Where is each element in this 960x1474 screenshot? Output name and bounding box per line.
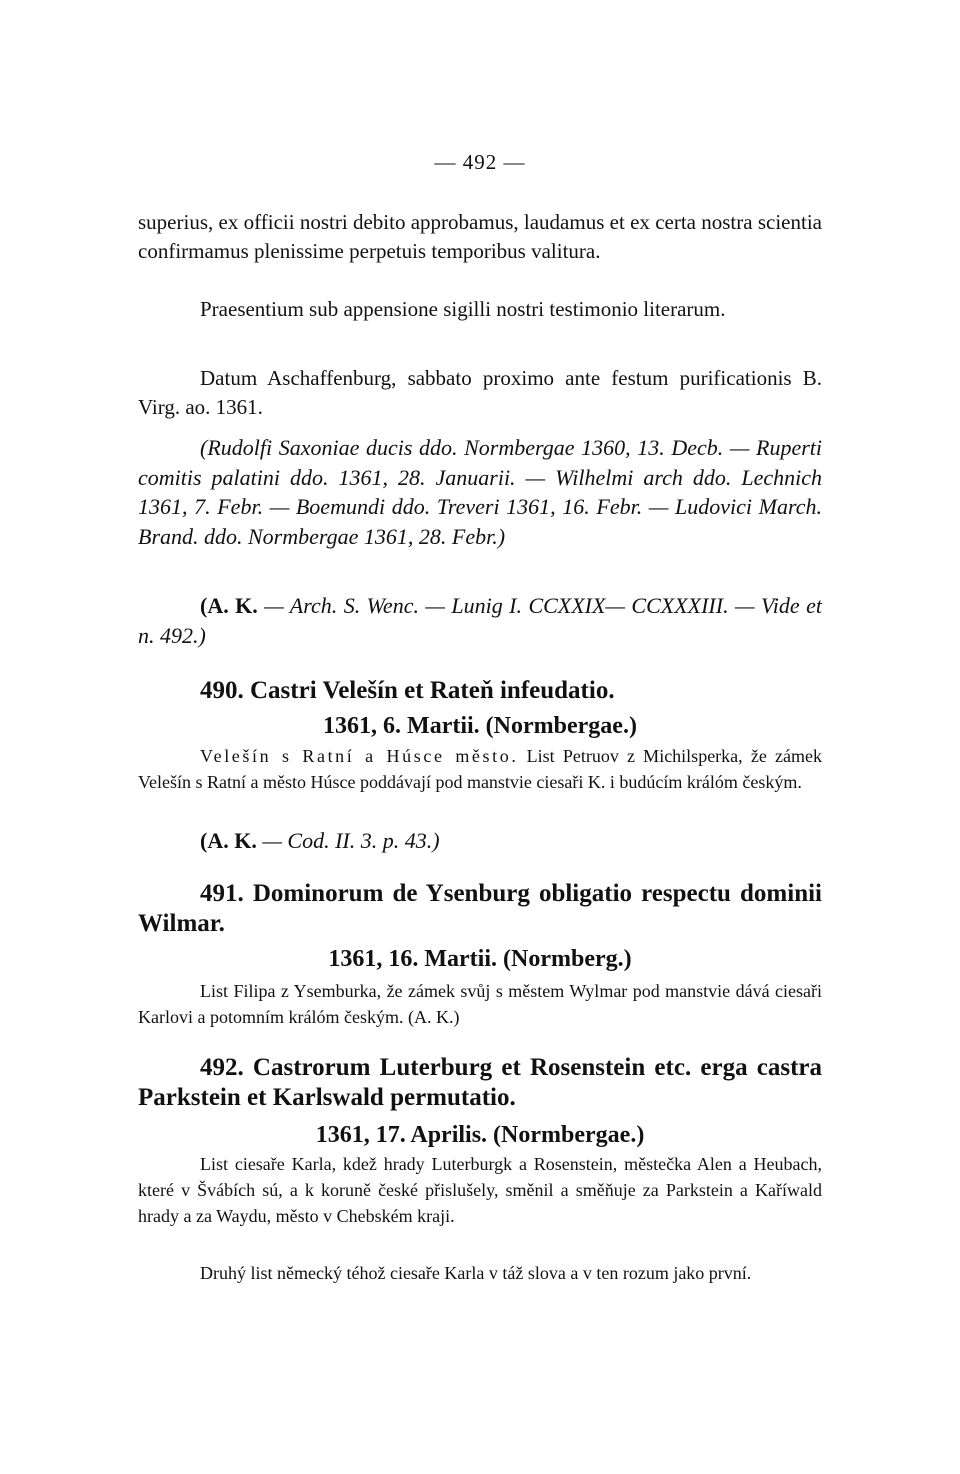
paragraph-datum: Datum Aschaffenburg, sabbato proximo ante festum purificationis B. Virg. ao. 1361. xyxy=(138,366,822,419)
ref-ak: (A. K. xyxy=(200,593,258,618)
entry-492-heading: 492. Castrorum Luterburg et Rosenstein etc. erga castra Parkstein et Karlswald permutatio. xyxy=(138,1054,822,1111)
entry-491-text: List Filipa z Ysemburka, že zámek svůj s městem Wylmar pod manstvie dává ciesaři Karlovi a potomním králóm českým. (A. K.) xyxy=(138,981,822,1027)
entry-490-body: List Petruov z Michilsperka, že zámek Velešín s Ratní a město Húsce poddávají pod manstvie ciesaři K. i budúcím králóm českým. xyxy=(138,746,822,792)
entry-490-ref-rest: — Cod. II. 3. p. 43.) xyxy=(262,828,440,853)
paragraph-praesentium: Praesentium sub appensione sigilli nostri testimonio literarum. xyxy=(200,297,726,321)
note-italic: (Rudolfi Saxoniae ducis ddo. Normbergae 1360, 13. Decb. — Ruperti comitis palatini ddo. 1361, 28. Januarii. — Wilhelmi arch ddo. Lechnich 1361, 7. Febr. — Boemundi ddo. Treveri 1361, 16. Febr. — Ludovici March. Brand. ddo. Normbergae 1361, 28. Febr.) xyxy=(138,435,822,549)
entry-492-text2: Druhý list německý téhož ciesaře Karla v táž slova a v ten rozum jako první. xyxy=(200,1263,752,1283)
page-number: — 492 — xyxy=(434,150,526,174)
paragraph-continuation: superius, ex officii nostri debito approbamus, laudamus et ex certa nostra scientia confirmamus plenissime perpetuis temporibus valitura. xyxy=(138,210,822,263)
entry-492-text: List ciesaře Karla, kdež hrady Luterburgk a Rosenstein, městečka Alen a Heubach, které v Švábích sú, a k koruně české přislušely, směnil a směňuje za Parkstein a Kaříwald hrady a za Waydu, město v Chebském kraji. xyxy=(138,1154,822,1226)
entry-490-date: 1361, 6. Martii. (Normbergae.) xyxy=(323,713,637,739)
entry-490-heading: 490. Castri Velešín et Rateň infeudatio. xyxy=(200,677,615,704)
reference-note xyxy=(138,591,822,651)
entry-490-spaced: Velešín s Ratní a Húsce město. xyxy=(200,746,519,766)
entry-491-heading: 491. Dominorum de Ysenburg obligatio respectu dominii Wilmar. xyxy=(138,880,822,937)
entry-490-ref-ak: (A. K. xyxy=(200,828,257,853)
entry-490-reference xyxy=(138,826,822,856)
entry-490-text xyxy=(138,743,822,795)
entry-492-date: 1361, 17. Aprilis. (Normbergae.) xyxy=(315,1122,645,1148)
entry-491-date: 1361, 16. Martii. (Normberg.) xyxy=(328,946,632,972)
ref-rest: — Arch. S. Wenc. — Lunig I. CCXXIX— CCXXXIII. — Vide et n. 492.) xyxy=(138,593,822,648)
